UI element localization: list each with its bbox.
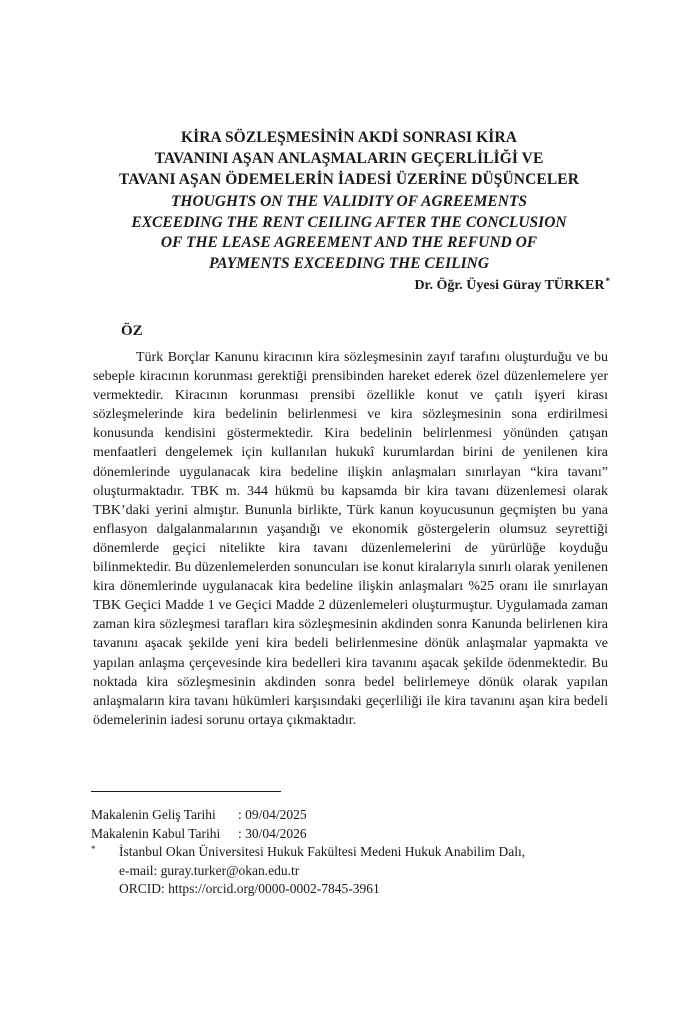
received-date-label: Makalenin Geliş Tarihi xyxy=(91,807,216,822)
title-english xyxy=(0,192,698,274)
author-footnote-mark: * xyxy=(605,276,610,286)
title-turkish xyxy=(0,127,698,190)
title-english-line: THOUGHTS ON THE VALIDITY OF AGREEMENTS xyxy=(170,193,528,210)
received-date-row xyxy=(91,805,307,824)
author-footnote xyxy=(91,843,611,899)
received-date-value: : 09/04/2025 xyxy=(238,807,307,822)
title-english-line: OF THE LEASE AGREEMENT AND THE REFUND OF xyxy=(160,234,538,251)
accepted-date-label: Makalenin Kabul Tarihi xyxy=(91,826,221,841)
title-turkish-line: KİRA SÖZLEŞMESİNİN AKDİ SONRASI KİRA xyxy=(180,129,518,146)
abstract-heading: ÖZ xyxy=(121,323,143,339)
title-english-line: PAYMENTS EXCEEDING THE CEILING xyxy=(208,254,490,272)
footnote-divider xyxy=(91,791,281,792)
footnote-orcid: ORCID: https://orcid.org/0000-0002-7845-3961 xyxy=(119,881,380,896)
title-turkish-line: TAVANI AŞAN ÖDEMELERİN İADESİ ÜZERİNE DÜŞÜNCELER xyxy=(118,171,579,188)
author-line xyxy=(414,276,610,294)
footnote-email: e-mail: guray.turker@okan.edu.tr xyxy=(119,862,300,878)
author-name: Dr. Öğr. Üyesi Güray TÜRKER xyxy=(414,278,605,293)
accepted-date-row xyxy=(91,824,307,843)
title-english-line: EXCEEDING THE RENT CEILING AFTER THE CONCLUSION xyxy=(131,213,567,231)
footnote-affiliation: İstanbul Okan Üniversitesi Hukuk Fakültesi Medeni Hukuk Anabilim Dalı, xyxy=(119,844,526,859)
title-turkish-line: TAVANINI AŞAN ANLAŞMALARIN GEÇERLİLİĞİ VE xyxy=(154,150,544,167)
article-dates xyxy=(91,805,307,843)
accepted-date-value: : 30/04/2026 xyxy=(238,826,307,841)
abstract-text: Türk Borçlar Kanunu kiracının kira sözleşmesinin zayıf tarafını oluşturduğu ve bu sebeple kiracının korunması gerektiği prensibinden hareket ederek özel düzenlemelere yer vermektedir. Kiracının korunması prensibi özellikle konut ve çatılı işyeri kirası sözleşmelerinde kira bedelinin belirlenmesi ve kira sözleşmesinin sona erdirilmesi konusunda kendisini göstermektedir. Kira bedelinin belirlenmesi yönünden çatışan menfaatleri dengelemek için kullanılan hukukî kurumlardan birini de yenilenen kira dönemlerinde uygulanacak kira bedeline ilişkin anlaşmaları sınırlayan “kira tavanı” oluşturmaktadır. TBK m. 344 hükmü bu kapsamda bir kira tavanı düzenlemesi olarak TBK’daki yerini almıştır. Bununla birlikte, Türk kanun koyucusunun geçmişten bu yana enflasyon dalgalanmalarının yaşandığı ve ekonomik göstergelerin olumsuz seyrettiği dönemlerde geçici nitelikte kira tavanı düzenlemelerini de yürürlüğe koyduğu bilinmektedir. Bu düzenlemelerden sonuncuları ise konut kiralarıyla sınırlı olarak yenilenen kira dönemlerinde uygulanacak kira bedeline ilişkin anlaşmaları %25 oranı ile sınırlayan TBK Geçici Madde 1 ve Geçici Madde 2 düzenlemeleri oluşturmuştur. Uygulamada zaman zaman kira sözleşmesi tarafları kira sözleşmesinin akdinden sonra Kanunda belirlenen kira tavanını aşacak şekilde yeni kira bedeli belirlenmesine dönük anlaşmalar yapmakta ve yapılan anlaşma çerçevesinde kira bedelleri kira tavanını aşacak şekilde ödenmektedir. Bu noktada kira sözleşmesinin akdinden sonra bedel belirlemeye dönük olarak yapılan anlaşmaların kira tavanı hükümleri karşısındaki geçerliliği ile kira tavanını aşan kira bedeli ödemelerinin iadesi sorunu ortaya çıkmaktadır. xyxy=(93,350,608,728)
footnote-mark: * xyxy=(91,844,96,854)
footnote-body xyxy=(91,843,611,899)
